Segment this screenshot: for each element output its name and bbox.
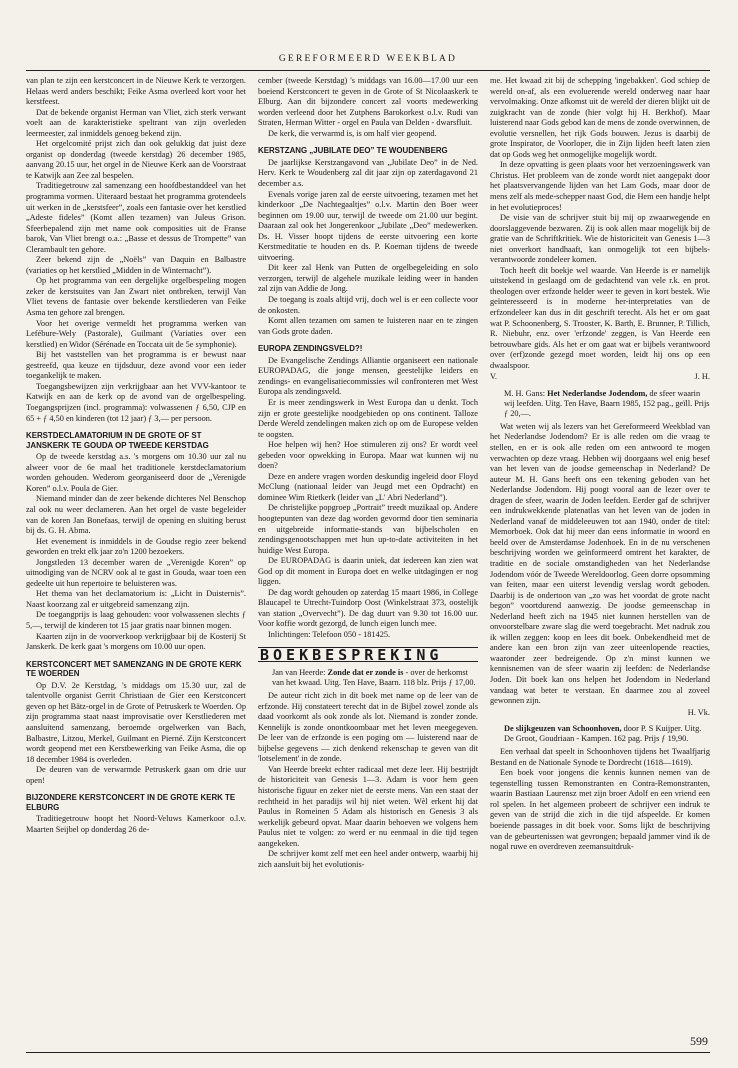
paragraph: Kaarten zijn in de voorverkoop verkrijgbaar bij de Kosterij St Janskerk. De kerk gaat 's morgens om 10.00 uur open. bbox=[26, 631, 246, 652]
paragraph: De jaarlijkse Kerstzangavond van „Jubilate Deo” in de Ned. Herv. Kerk te Woudenberg zal dit jaar zijn op zaterdagavond 21 december a.s. bbox=[258, 157, 478, 188]
book-details: - over de herkomst van het kwaad. Uitg. Ten Have, Baarn. 118 blz. Prijs ƒ 17,00. bbox=[272, 668, 476, 688]
book-heading bbox=[504, 389, 710, 419]
reviewer-signature bbox=[490, 708, 710, 719]
paragraph: Het orgelcomité prijst zich dan ook gelukkig dat juist deze organist op donderdag (tweede kerstdag) 26 december 1985, aanvang 20.15 uur, het orgel in de Nieuwe Kerk aan de Voorstraat te Katwijk aan Zee zal bespelen. bbox=[26, 139, 246, 180]
column-3 bbox=[490, 76, 710, 1026]
section-heading: KERSTZANG „JUBILATE DEO” TE WOUDENBERG bbox=[258, 146, 448, 156]
section-heading: BIJZONDERE KERSTCONCERT IN DE GROTE KERK TE ELBURG bbox=[26, 793, 236, 812]
paragraph: Toch heeft dit boekje wel waarde. Van Heerde is er namelijk uitstekend in geslaagd om de gedachtend van vele r.k. en prot. theologen over erfzonde helder weer te geven in kort bestek. Wie geïnteresseerd is in moderne her-interpretaties van de erfzondeleer kan dus in dit geschrift terecht. Als het er om gaat wat P. Schoonenberg, S. Trooster, K. Barth, E. Brunner, P. Tillich, R. Niebuhr, enz. over 'erfzonde' zeggen, is Van Heerde een betrouwbare gids. Als het er om gaat wat er bijbels verantwoord over (erf)zonde gezegd moet worden, leidt hij ons op een dwaalspoor. bbox=[490, 265, 710, 370]
book-author: M. H. Gans: bbox=[504, 388, 548, 398]
section-heading: KERSTDECLAMATORIUM IN DE GROTE OF ST JANSKERK TE GOUDA OP TWEEDE KERSTDAG bbox=[26, 431, 209, 450]
paragraph: In deze opvatting is geen plaats voor het verzoeningswerk van Christus. Het probleem van de zonde wordt niet aangepakt door het plaatsvervangende lijden van het Lam Gods, maar door de mens zelf als mede-schepper naast God, die Hem een handje helpt in het evolutieproces! bbox=[490, 160, 710, 212]
paragraph: De christelijke popgroep „Portrait” treedt muzikaal op. Andere hoogtepunten van deze dag worden gevormd door tien seminaria en uitgebreide informatie-stands van bijbelscholen en zendingsgenootschappen met hun up-to-date activiteiten in het huidige West Europa. bbox=[258, 503, 478, 555]
paragraph: De deuren van de verwarmde Petruskerk gaan om drie uur open! bbox=[26, 765, 246, 785]
section-banner: BOEKBESPREKING bbox=[258, 647, 478, 663]
signature-right: H. Vk. bbox=[687, 707, 710, 717]
running-header: GEREFORMEERD WEEKBLAD bbox=[278, 54, 458, 64]
book-details: de sfeer waarin wij leefden. Uitg. Ten Have, Baarn 1985, 152 pag., geïll. Prijs ƒ 20,—. bbox=[504, 388, 710, 418]
footer-rule bbox=[26, 1052, 710, 1053]
paragraph: Niemand minder dan de zeer bekende dichteres Nel Benschop zal ook nu weer declameren. Aan het orgel de vaste begeleider van de koren Jan Bonefaas, terwijl de opening en sluiting berust bij ds. G. H. Abma. bbox=[26, 494, 246, 536]
header-rule bbox=[26, 70, 710, 71]
paragraph: De dag wordt gehouden op zaterdag 15 maart 1986, in College Blaucapel te Utrecht-Tuindorp Oost (Winkelstraat 373, oostelijk van station „Overvecht”). De dag duurt van 9.30 tot 16.00 uur. Voor koffie wordt gezorgd, de lunch eigen lunch mee. bbox=[258, 587, 478, 629]
book-heading bbox=[504, 724, 710, 744]
book-details: door P. S Kuijper. Uitg. De Groot, Goudriaan - Kampen. 162 pag. Prijs ƒ 19,90. bbox=[504, 724, 702, 744]
book-author: Jan van Heerde: bbox=[272, 668, 328, 678]
paragraph: Een boek voor jongens die kennis kunnen nemen van de tegenstelling tussen Remonstranten en Contra-Remonstranten, waarin Bastiaan Laurensz met zijn broer Adolf en een vriend een rol spelen. In het algemeen probeert de schrijver een indruk te geven van de strijd die zich in die tijd afspeelde. Er komen boeiende passages in dit boek voor. Soms lijkt de beschrijving van de gebeurtenissen wat gevrongen; bepaald jammer vind ik de nogal ruwe en overdreven zeemansuitdruk- bbox=[490, 768, 710, 852]
paragraph: Dit keer zal Henk van Putten de orgelbegeleiding en solo verzorgen, terwijl de algehele muzikale leiding weer in handen zal zijn van Addie de Jong. bbox=[258, 263, 478, 294]
paragraph: De toegangprijs is laag gehouden: voor volwassenen slechts ƒ 5,—, terwijl de kinderen tot 15 jaar gratis naar binnen mogen. bbox=[26, 610, 246, 630]
book-title: Zonde dat er zonde is bbox=[327, 668, 404, 678]
paragraph: Dat de bekende organist Herman van Vliet, zich sterk verwant voelt aan de karakteristieke speltrant van zijn overleden leermeester, zal inmiddels genoeg bekend zijn. bbox=[26, 107, 246, 138]
paragraph: Het evenement is inmiddels in de Goudse regio zeer bekend geworden en trekt elk jaar zo'n 1200 bezoekers. bbox=[26, 536, 246, 557]
paragraph: Wat weten wij als lezers van het Gereformeerd Weekblad van het Nederlandse Jodendom? Er is alle reden om die vraag te stellen, en er is ook alle reden om een antwoord te mogen verwachten op deze vraag. Hebben wij doorgaans wel enig besef van het leven van de joodse gemeenschap in Nederland? De auteur M. H. Gans heeft ons een tekening geboden van het Nederlandse Jodendom. Hij poogt vooral aan de lezer over te dragen de sfeer, waarin de Joden leefden. Eerder gaf de schrijver een indrukwekkende platenatlas van het leven van de joden in Nederland vanaf de middeleeuwen tot aan 1940, onder de titel: Memorboek. Ook dat hij meer dan eens informatie in woord en beeld over de Amsterdamse Jodenhoek. En in de nu verschenen beschrijving worden we geïnformeerd omtrent het karakter, de traditie en de sociale omstandigheden van het Nederlandse Jodendom vóór de Tweede Wereldoorlog. Geen dorre opsomming van feiten, maar een uiterst levendig verslag wordt geboden. Daarbij is de ondertoon van „zo was het voordat de grote nacht begon” voortdurend aanwezig. De joodse gemeenschap in Nederland heeft zich na 1945 niet kunnen herstellen van de onvoorstelbare zware slag die werd toegebracht. Met nadruk zou ik willen zeggen: koop en lees dit boek. Onbekendheid met de andere kan een bron zijn van zeer uiteenlopende reacties, waaronder zeer bedreigende. Op z'n minst kunnen we kennisnemen van de sfeer waarin zij leefden: de Nederlandse Joden. Dit boek kan ons helpen het Jodendom in Nederland vandaag wat beter te verstaan. En daarmee zou al zoveel gewonnen zijn. bbox=[490, 421, 710, 706]
paragraph: Zeer bekend zijn de „Noëls” van Daquin en Balbastre (variaties op het kerstlied „Midden in de Winternacht”). bbox=[26, 255, 246, 275]
paragraph: van plan te zijn een kerstconcert in de Nieuwe Kerk te verzorgen. Helaas werd anders beschikt; Feike Asma overleed kort voor het kerstfeest. bbox=[26, 76, 246, 107]
paragraph: Op D.V. 2e Kerstdag, 's middags om 15.30 uur, zal de talentvolle organist Gerrit Christiaan de Gier een Kerstconcert geven op het Bätz-orgel in de Grote of Petruskerk te Woerden. Op zijn programma staat naast improvisatie over Kerstliederen met aansluitend samenzang, beroemde orgelwerken van Bach, Balbastre, Litzou, Merkel, Guilmant en Pierné. Zijn Kerstconcert wordt geopend met een Kerstbewerking van Feike Asma, die op 18 december 1984 is overleden. bbox=[26, 680, 246, 764]
paragraph: Bij het vaststellen van het programma is er bewust naar gestreefd, qua keuze en tijdsduur, deze avond voor een ieder toegankelijk te maken. bbox=[26, 350, 246, 381]
signature-right: J. H. bbox=[694, 372, 710, 382]
signature-left: V. bbox=[490, 372, 497, 382]
page-number: 599 bbox=[690, 1034, 708, 1048]
reviewer-signature bbox=[490, 372, 710, 383]
paragraph: De auteur richt zich in dit boek met name op de leer van de erfzonde. Hij constateert terecht dat in de Bijbel zowel zonde als daad voorkomt als ook zonde als lot. Niemand is zonder zonde. Kennelijk is zonde onontkoombaar met het leven meegegeven. De leer van de erfzonde is een poging om — luisterend naar de bijbelse gegevens — zich denkend rekenschap te geven van dit 'lotselement' in de zonde. bbox=[258, 691, 478, 764]
paragraph: cember (tweede Kerstdag) 's middags van 16.00—17.00 uur een boeiend Kerstconcert te geven in de Grote of St Nicolaaskerk te Elburg. Aan dit bijzondere concert zal voorts medewerking worden verleend door het Zutphens Barokorkest o.l.v. Rudi van Straten, Herman Witter - orgel en Paula van Delden - dwarsfluit. bbox=[258, 76, 478, 128]
paragraph: Voor het overige vermeldt het programma werken van Lefébure-Wely (Pastorale), Guilmant (Variaties over een kerstlied) en Widor (Sérénade en Toccata uit de 5e symphonie). bbox=[26, 318, 246, 349]
paragraph: Komt allen tezamen om samen te luisteren naar en te zingen van Gods grote daden. bbox=[258, 316, 478, 336]
paragraph: Het thema van het declamatorium is: „Licht in Duisternis”. Naast koorzang zal er uitgebreid samenzang zijn. bbox=[26, 589, 246, 609]
paragraph: me. Het kwaad zit bij de schepping 'ingebakken'. God schiep de wereld on-af, als een evoluerende wereld onderweg naar haar vervolmaking. Onze afkomst uit de wereld der dieren blijkt uit de zuigkracht van de zonde (hier volgt hij H. Berkhof). Maar luisterend naar Gods gebod kan de mens de zonde overwinnen, de evolutie versnellen, het rijk Gods bouwen. Jezus is daarbij de grote Inspirator, de Voorloper, die in Zijn lijden heeft laten zien dat op Gods weg het onmogelijke mogelijk wordt. bbox=[490, 76, 710, 159]
book-title: Het Nederlandse Jodendom, bbox=[547, 388, 648, 398]
book-heading bbox=[272, 668, 478, 688]
column-1 bbox=[26, 76, 246, 1026]
paragraph: Deze en andere vragen worden deskundig ingeleid door Floyd McClung (nationaal leider van Jeugd met een Opdracht) en dominee Wim Rietkerk (leider van „L' Abri Nederland”). bbox=[258, 471, 478, 502]
paragraph: Op het programma van een dergelijke orgelbespeling mogen zeker de kerstsuites van Jan Zwart niet ontbreken, terwijl Van Vliet tevens de fantasie over bekende kerstliederen van Feike Asma ten gehore zal brengen. bbox=[26, 276, 246, 318]
section-heading: KERSTCONCERT MET SAMENZANG IN DE GROTE KERK TE WOERDEN bbox=[26, 659, 242, 679]
paragraph: De visie van de schrijver stuit bij mij op zwaarwegende en doorslaggevende bezwaren. Zij is ook allen maar mogelijk bij de gratie van de Schriftkritiek. Wie de historiciteit van Genesis 1—3 niet onverkort handhaaft, kan onmogelijk tot een bijbels-verantwoorde zondeleer komen. bbox=[490, 213, 710, 265]
book-title: De slijkgeuzen van Schoonhoven, bbox=[504, 724, 622, 734]
article-columns bbox=[26, 76, 710, 1026]
paragraph: De kerk, die verwarmd is, is om half vier geopend. bbox=[268, 128, 437, 138]
paragraph: De Evangelische Zendings Alliantie organiseert een nationale EUROPADAG, die jonge mensen, geestelijke leiders en zendings- en evangelisatiecommissies wil confronteren met West Europa als zendingsveld. bbox=[258, 355, 478, 397]
paragraph: Hoe helpen wij hen? Hoe stimuleren zij ons? Er wordt veel gebeden voor opwekking in Europa. Maar wat kunnen wij nu doen? bbox=[258, 440, 478, 471]
paragraph: De toegang is zoals altijd vrij, doch wel is er een collecte voor de onkosten. bbox=[258, 294, 478, 315]
paragraph: Op de tweede kerstdag a.s. 's morgens om 10.30 uur zal nu alweer voor de 6e maal het traditionele kerstdeclamatorium worden gehouden. Wederom georganiseerd door de „Verenigde Koren” o.l.v. Poula de Gier. bbox=[26, 452, 246, 493]
paragraph: Toegangsbewijzen zijn verkrijgbaar aan het VVV-kantoor te Katwijk en aan de kerk op de avond van de orgelbespeling. Toegangsprijzen (incl. programma): volwassenen ƒ 6,50, CJP en 65 + ƒ 4,50 en kinderen (tot 12 jaar) ƒ 3,— per persoon. bbox=[26, 381, 246, 423]
paragraph: Evenals vorige jaren zal de eerste uitvoering, tezamen met het kinderkoor „De Nachtegaaltjes” o.l.v. Martin den Boer weer beginnen om 19.00 uur, terwijl de tweede om 21.00 uur begint. Daaraan zal ook het Jongerenkoor „Jubilate „Deo” medewerken. Ds. H. Visser hoopt tijdens de eerste uitvoering een korte Kerstmeditatie te houden en ds. P. Koeman tijdens de tweede uitvoering. bbox=[258, 189, 478, 262]
paragraph: De EUROPADAG is daarin uniek, dat iedereen kan zien wat God op dit moment in Europa doet en welke uitdagingen er nog liggen. bbox=[258, 556, 478, 587]
column-2 bbox=[258, 76, 478, 1026]
paragraph: De schrijver komt zelf met een heel ander ontwerp, waarbij hij zich aansluit bij het evolutionis- bbox=[258, 849, 478, 869]
paragraph: Traditiegetrouw zal samenzang een hoofdbestanddeel van het programma vormen. Uiteraard bestaat het programma grotendeels uit werken in de „kerstsfeer”, zoals een fantasie over het kerstlied „Adeste fideles” (Komt allen tezamen) van Juleus Grison. Sfeerbepalend zijn met name ook composities uit de Franse barok, Van Vliet brengt o.a.: „Basse et dessus de Trompette” van Clerambault ten gehore. bbox=[26, 181, 246, 254]
paragraph: Er is meer zendingswerk in West Europa dan u denkt. Toch zijn er grote geestelijke noodgebieden op ons continent. Talloze Derde Wereld zendelingen maken zich op om de Europese velden te oogsten. bbox=[258, 397, 478, 439]
paragraph: Een verhaal dat speelt in Schoonhoven tijdens het Twaalfjarig Bestand en de Nationale Synode te Dordrecht (1618—1619). bbox=[490, 747, 710, 767]
paragraph: Traditiegetrouw hoopt het Noord-Veluws Kamerkoor o.l.v. Maarten Seijbel op donderdag 26 de- bbox=[26, 814, 246, 835]
paragraph: Van Heerde breekt echter radicaal met deze leer. Hij bestrijdt de historiciteit van Genesis 1—3. Adam is voor hem geen historische figuur en zeker niet de eerste mens. Van een staat der rechtheid in het paradijs wil hij niet weten. Wèl erkent hij dat Paulus in Romeinen 5 Adam als historisch en Genesis 3 als werkelijk gebeurd opvat. Maar daarin behoeven we volgens hem Paulus niet te volgen: zo werd er nu eenmaal in die tijd tegen aangekeken. bbox=[258, 764, 478, 848]
paragraph: Jongstleden 13 december waren de „Verenigde Koren” op uitnodiging van de NCRV ook al te gast in Gouda, waar toen een gedeelte uit hun repertoire te beluisteren was. bbox=[26, 557, 246, 588]
paragraph: Inlichtingen: Telefoon 050 - 181425. bbox=[268, 629, 391, 639]
section-heading: EUROPA ZENDINGSVELD?! bbox=[258, 344, 363, 354]
